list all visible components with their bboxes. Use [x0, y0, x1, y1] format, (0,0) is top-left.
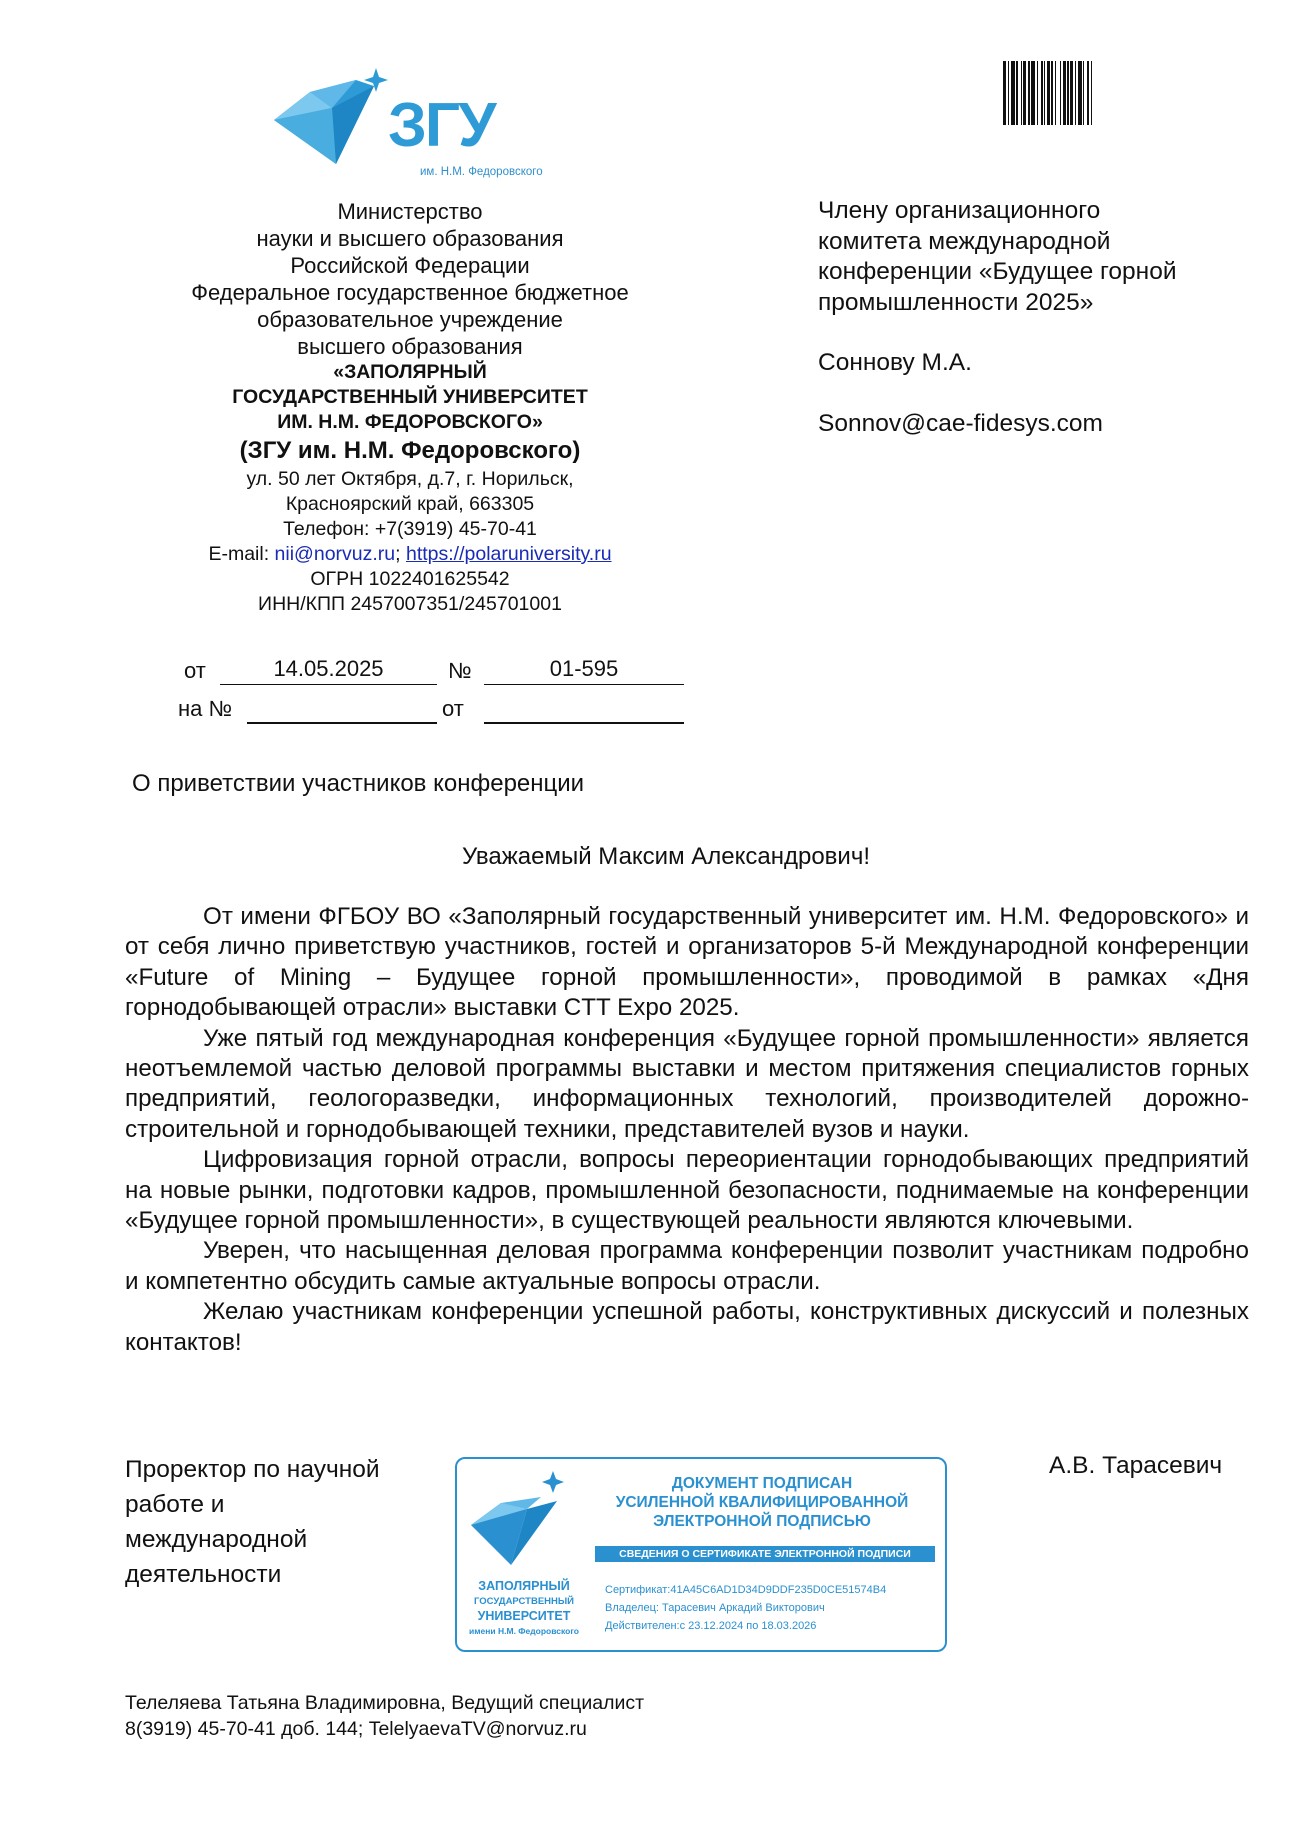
address-line: ул. 50 лет Октября, д.7, г. Норильск,: [246, 468, 574, 490]
ogrn: ОГРН 1022401625542: [310, 568, 510, 590]
paragraph: Уверен, что насыщенная деловая программа конференции позволит участникам подробно и компетентно обсудить самые актуальные вопросы отрасли.: [125, 1237, 1249, 1295]
number-label: №: [448, 658, 472, 683]
certificate-number: Сертификат:41A45C6AD1D34D9DDF235D0CE51574B4: [605, 1584, 887, 1596]
ministry-line: Федеральное государственное бюджетное: [191, 280, 629, 305]
position-line: работе и: [125, 1491, 225, 1518]
ministry-line: высшего образования: [297, 334, 523, 359]
position-line: Проректор по научной: [125, 1456, 380, 1483]
university-name-line: ИМ. Н.М. ФЕДОРОВСКОГО»: [277, 411, 543, 433]
ministry-line: образовательное учреждение: [257, 307, 563, 332]
certificate-owner: Владелец: Тарасевич Аркадий Викторович: [605, 1602, 825, 1614]
ref-from-label: от: [442, 696, 464, 721]
email-link[interactable]: nii@norvuz.ru: [274, 543, 396, 565]
paragraph: Уже пятый год международная конференция «Будущее горной промышленности» является неотъемлемой частью деловой программы выставки и местом притяжения специалистов горных предприятий, геологоразведки, информационных технологий, производителей дорожно-строительной и горнодобывающей техники, представителей вузов и науки.: [125, 1024, 1249, 1143]
paragraph: Цифровизация горной отрасли, вопросы переориентации горнодобывающих предприятий на новые рынки, подготовки кадров, промышленной безопасности, поднимаемые на конференции «Будущее горной промышленности», в существующей реальности являются ключевыми.: [125, 1146, 1249, 1235]
number-field: 01-595: [484, 656, 684, 685]
addressee-block: [818, 196, 1177, 439]
executor-name: Телеляева Татьяна Владимировна, Ведущий специалист: [125, 1692, 645, 1714]
addressee-name: Соннову М.А.: [818, 349, 972, 376]
stamp-title-line: ДОКУМЕНТ ПОДПИСАН: [671, 1475, 853, 1492]
paragraph: От имени ФГБОУ ВО «Заполярный государственный университет им. Н.М. Федоровского» и от себя лично приветствую участников, гостей и организаторов 5-й Международной конференции «Future of Mining – Будущее горной промышленности», проводимой в рамках «Дня горнодобывающей отрасли» выставки CTT Expo 2025.: [125, 903, 1249, 1022]
contacts-line: [150, 542, 670, 567]
letter-body: [125, 902, 1249, 1358]
addressee-line: конференции «Будущее горной: [818, 258, 1177, 285]
addressee-line: Члену организационного: [818, 197, 1101, 224]
university-name-line: ГОСУДАРСТВЕННЫЙ УНИВЕРСИТЕТ: [232, 386, 588, 408]
ref-label: на №: [178, 696, 233, 721]
university-short-name: (ЗГУ им. Н.М. Федоровского): [239, 437, 581, 464]
stamp-org-line: имени Н.М. Федоровского: [469, 1626, 579, 1636]
stamp-org-line: ЗАПОЛЯРНЫЙ: [478, 1579, 570, 1593]
signer-name: А.В. Тарасевич: [1049, 1452, 1223, 1479]
position-line: деятельности: [125, 1561, 282, 1588]
logo-text: ЗГУ: [388, 91, 495, 160]
university-name-line: «ЗАПОЛЯРНЫЙ: [333, 361, 487, 383]
paragraph: Желаю участникам конференции успешной работы, конструктивных дискуссий и полезных контактов!: [125, 1298, 1249, 1356]
addressee-email: Sonnov@cae-fidesys.com: [818, 409, 1103, 437]
certificate-details: [605, 1581, 886, 1635]
addressee-line: промышленности 2025»: [818, 288, 1094, 316]
signer-position: [125, 1452, 380, 1592]
stamp-organization: [465, 1579, 583, 1639]
addressee-line: комитета международной: [818, 227, 1111, 255]
phone: Телефон: +7(3919) 45-70-41: [283, 518, 537, 540]
electronic-signature-stamp: [455, 1457, 947, 1652]
date-field: 14.05.2025: [220, 656, 437, 685]
stamp-title-line: УСИЛЕННОЙ КВАЛИФИЦИРОВАННОЙ: [615, 1494, 909, 1511]
stamp-org-line: ГОСУДАРСТВЕННЫЙ: [473, 1596, 574, 1607]
website-link[interactable]: https://polaruniversity.ru: [405, 543, 612, 565]
stamp-title: [592, 1474, 932, 1531]
certificate-info-band: СВЕДЕНИЯ О СЕРТИФИКАТЕ ЭЛЕКТРОННОЙ ПОДПИСИ: [595, 1546, 935, 1562]
ministry-line: Министерство: [337, 199, 483, 224]
ministry-line: науки и высшего образования: [256, 226, 564, 251]
organization-header: [150, 198, 670, 617]
executor-info: [125, 1690, 644, 1742]
position-line: международной: [125, 1526, 308, 1553]
ministry-line: Российской Федерации: [290, 253, 530, 278]
barcode: [1003, 61, 1226, 125]
stamp-org-line: УНИВЕРСИТЕТ: [477, 1609, 571, 1623]
stamp-title-line: ЭЛЕКТРОННОЙ ПОДПИСЬЮ: [653, 1513, 871, 1530]
separator: ;: [395, 543, 406, 565]
university-logo: [270, 68, 550, 186]
ref-number-field: [247, 694, 437, 724]
logo-subtitle: им. Н.М. Федоровского: [420, 166, 543, 178]
address-line: Красноярский край, 663305: [285, 493, 535, 515]
inn-kpp: ИНН/КПП 2457007351/245701001: [258, 593, 562, 615]
letter-subject: О приветствии участников конференции: [132, 770, 585, 797]
greeting: Уважаемый Максим Александрович!: [462, 843, 871, 870]
certificate-validity: Действителен:с 23.12.2024 по 18.03.2026: [605, 1620, 817, 1632]
from-label: от: [184, 658, 206, 683]
executor-contacts: 8(3919) 45-70-41 доб. 144; TelelyaevaTV@norvuz.ru: [125, 1718, 587, 1740]
ref-date-field: [484, 694, 684, 724]
email-label: E-mail:: [208, 543, 275, 565]
diamond-logo-icon: [465, 1469, 585, 1574]
